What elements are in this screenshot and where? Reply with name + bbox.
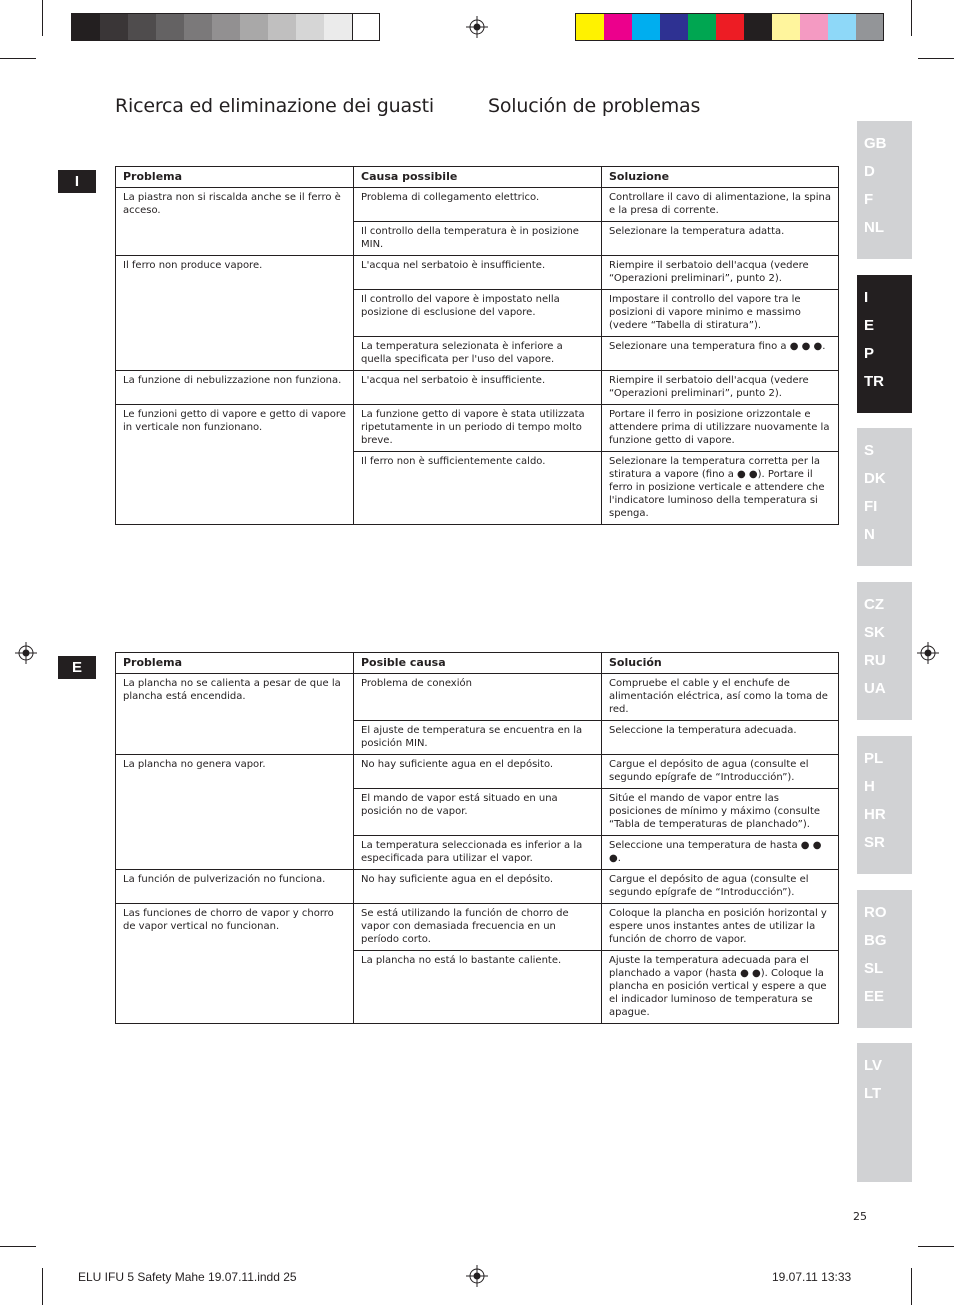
cause-cell: La temperatura seleccionada es inferior a la especificada para utilizar el vapor. <box>354 836 602 870</box>
problem-cell: La función de pulverización no funciona. <box>116 870 354 904</box>
crop-mark <box>911 0 912 36</box>
cause-cell: La temperatura selezionata è inferiore a quella specificata per l'uso del vapore. <box>354 337 602 371</box>
language-tab-group <box>857 736 912 874</box>
cause-cell: El mando de vapor está situado en una posición no de vapor. <box>354 789 602 836</box>
cause-cell: L'acqua nel serbatoio è insufficiente. <box>354 256 602 290</box>
cause-cell: No hay suficiente agua en el depósito. <box>354 755 602 789</box>
language-tab-group <box>857 428 912 566</box>
language-code: D <box>864 163 875 180</box>
language-tab-group <box>857 890 912 1028</box>
column-header-problem: Problema <box>116 653 354 674</box>
spanish-heading: Solución de problemas <box>488 95 701 117</box>
cause-cell: Il controllo del vapore è impostato nella posizione di esclusione del vapore. <box>354 290 602 337</box>
language-code: UA <box>864 680 886 697</box>
color-bar-frame <box>575 13 884 41</box>
spanish-troubleshooting-table <box>115 652 839 1024</box>
language-code: H <box>864 778 875 795</box>
problem-cell: Las funciones de chorro de vapor y chorro de vapor vertical no funcionan. <box>116 904 354 1024</box>
language-code: F <box>864 191 874 208</box>
language-code: PL <box>864 750 884 767</box>
solution-cell: Selezionare la temperatura adatta. <box>602 222 839 256</box>
problem-cell: La funzione di nebulizzazione non funziona. <box>116 371 354 405</box>
table-row <box>116 405 839 452</box>
crop-mark <box>42 0 43 36</box>
language-tab-group <box>857 275 912 413</box>
cause-cell: El ajuste de temperatura se encuentra en la posición MIN. <box>354 721 602 755</box>
solution-cell: Riempire il serbatoio dell'acqua (vedere “Operazioni preliminari”, punto 2). <box>602 256 839 290</box>
language-code: GB <box>864 135 887 152</box>
crop-mark <box>911 1268 912 1305</box>
language-tab-group <box>857 121 912 259</box>
crop-mark <box>918 1246 954 1247</box>
italian-heading: Ricerca ed eliminazione dei guasti <box>115 95 434 117</box>
crop-mark <box>918 58 954 59</box>
crop-mark <box>0 1246 36 1247</box>
language-code: P <box>864 345 875 362</box>
language-code: RO <box>864 904 887 921</box>
crop-mark <box>42 1268 43 1305</box>
language-code: LV <box>864 1057 883 1074</box>
solution-cell: Impostare il controllo del vapore tra le posizioni di vapore minimo e massimo (vedere “Tabella di stiratura”). <box>602 290 839 337</box>
language-tab-group <box>857 1043 912 1182</box>
language-code: RU <box>864 652 886 669</box>
language-code: BG <box>864 932 887 949</box>
solution-cell: Seleccione una temperatura de hasta ● ● ●. <box>602 836 839 870</box>
solution-cell: Selezionare la temperatura corretta per la stiratura a vapore (fino a ● ●). Portare il ferro in posizione verticale e attendere che l'indicatore luminoso della temperatura si spenga. <box>602 452 839 525</box>
cause-cell: Problema de conexión <box>354 674 602 721</box>
registration-mark-icon <box>466 16 488 38</box>
table-row <box>116 674 839 721</box>
problem-cell: Le funzioni getto di vapore e getto di vapore in verticale non funzionano. <box>116 405 354 525</box>
solution-cell: Compruebe el cable y el enchufe de alimentación eléctrica, así como la toma de red. <box>602 674 839 721</box>
solution-cell: Sitúe el mando de vapor entre las posiciones de mínimo y máximo (consulte “Tabla de temperaturas de planchado”). <box>602 789 839 836</box>
cause-cell: Il controllo della temperatura è in posizione MIN. <box>354 222 602 256</box>
solution-cell: Cargue el depósito de agua (consulte el segundo epígrafe de “Introducción”). <box>602 870 839 904</box>
language-code: HR <box>864 806 886 823</box>
solution-cell: Seleccione la temperatura adecuada. <box>602 721 839 755</box>
language-code: SK <box>864 624 885 641</box>
problem-cell: Il ferro non produce vapore. <box>116 256 354 371</box>
column-header-solution: Solución <box>602 653 839 674</box>
footer-date-time: 19.07.11 13:33 <box>772 1270 852 1284</box>
italian-troubleshooting-table <box>115 166 839 525</box>
solution-cell: Selezionare una temperatura fino a ● ● ●. <box>602 337 839 371</box>
registration-mark-icon <box>15 642 37 664</box>
language-code: EE <box>864 988 885 1005</box>
solution-cell: Cargue el depósito de agua (consulte el segundo epígrafe de “Introducción”). <box>602 755 839 789</box>
solution-cell: Controllare il cavo di alimentazione, la spina e la presa di corrente. <box>602 188 839 222</box>
table-row <box>116 870 839 904</box>
cause-cell: Il ferro non è sufficientemente caldo. <box>354 452 602 525</box>
grayscale-bar-frame <box>71 13 380 41</box>
solution-cell: Riempire il serbatoio dell'acqua (vedere “Operazioni preliminari”, punto 2). <box>602 371 839 405</box>
table-row <box>116 904 839 951</box>
registration-mark-icon <box>466 1265 488 1287</box>
language-code: I <box>864 289 869 306</box>
column-header-solution: Soluzione <box>602 167 839 188</box>
problem-cell: La piastra non si riscalda anche se il ferro è acceso. <box>116 188 354 256</box>
column-header-cause: Posible causa <box>354 653 602 674</box>
problem-cell: La plancha no genera vapor. <box>116 755 354 870</box>
cause-cell: No hay suficiente agua en el depósito. <box>354 870 602 904</box>
table-row <box>116 188 839 222</box>
solution-cell: Ajuste la temperatura adecuada para el planchado a vapor (hasta ● ●). Coloque la plancha en posición vertical y espere a que el indicador luminoso de temperatura se apague. <box>602 951 839 1024</box>
column-header-cause: Causa possibile <box>354 167 602 188</box>
cause-cell: La funzione getto di vapore è stata utilizzata ripetutamente in un periodo di tempo molto breve. <box>354 405 602 452</box>
page-number: 25 <box>853 1210 867 1223</box>
language-code: CZ <box>864 596 884 613</box>
language-code: DK <box>864 470 886 487</box>
language-code: S <box>864 442 875 459</box>
registration-mark-icon <box>917 642 939 664</box>
language-code: TR <box>864 373 884 390</box>
solution-cell: Coloque la plancha en posición horizontal y espere unos instantes antes de utilizar la función de chorro de vapor. <box>602 904 839 951</box>
language-code: SL <box>864 960 884 977</box>
cause-cell: L'acqua nel serbatoio è insufficiente. <box>354 371 602 405</box>
problem-cell: La plancha no se calienta a pesar de que la plancha está encendida. <box>116 674 354 755</box>
language-tab-group <box>857 582 912 720</box>
language-code: E <box>864 317 875 334</box>
cause-cell: Se está utilizando la función de chorro de vapor con demasiada frecuencia en un período corto. <box>354 904 602 951</box>
language-code: FI <box>864 498 878 515</box>
table-row <box>116 755 839 789</box>
solution-cell: Portare il ferro in posizione orizzontale e attendere prima di utilizzare nuovamente la funzione getto di vapore. <box>602 405 839 452</box>
column-header-problem: Problema <box>116 167 354 188</box>
language-code: NL <box>864 219 884 236</box>
table-row <box>116 371 839 405</box>
cause-cell: Problema di collegamento elettrico. <box>354 188 602 222</box>
section-tag-italian: I <box>58 170 96 193</box>
section-tag-spanish: E <box>58 656 96 679</box>
language-code: LT <box>864 1085 882 1102</box>
table-row <box>116 256 839 290</box>
footer-file-info: ELU IFU 5 Safety Mahe 19.07.11.indd 25 <box>78 1270 297 1284</box>
crop-mark <box>0 58 36 59</box>
language-code: SR <box>864 834 885 851</box>
language-code: N <box>864 526 875 543</box>
cause-cell: La plancha no está lo bastante caliente. <box>354 951 602 1024</box>
